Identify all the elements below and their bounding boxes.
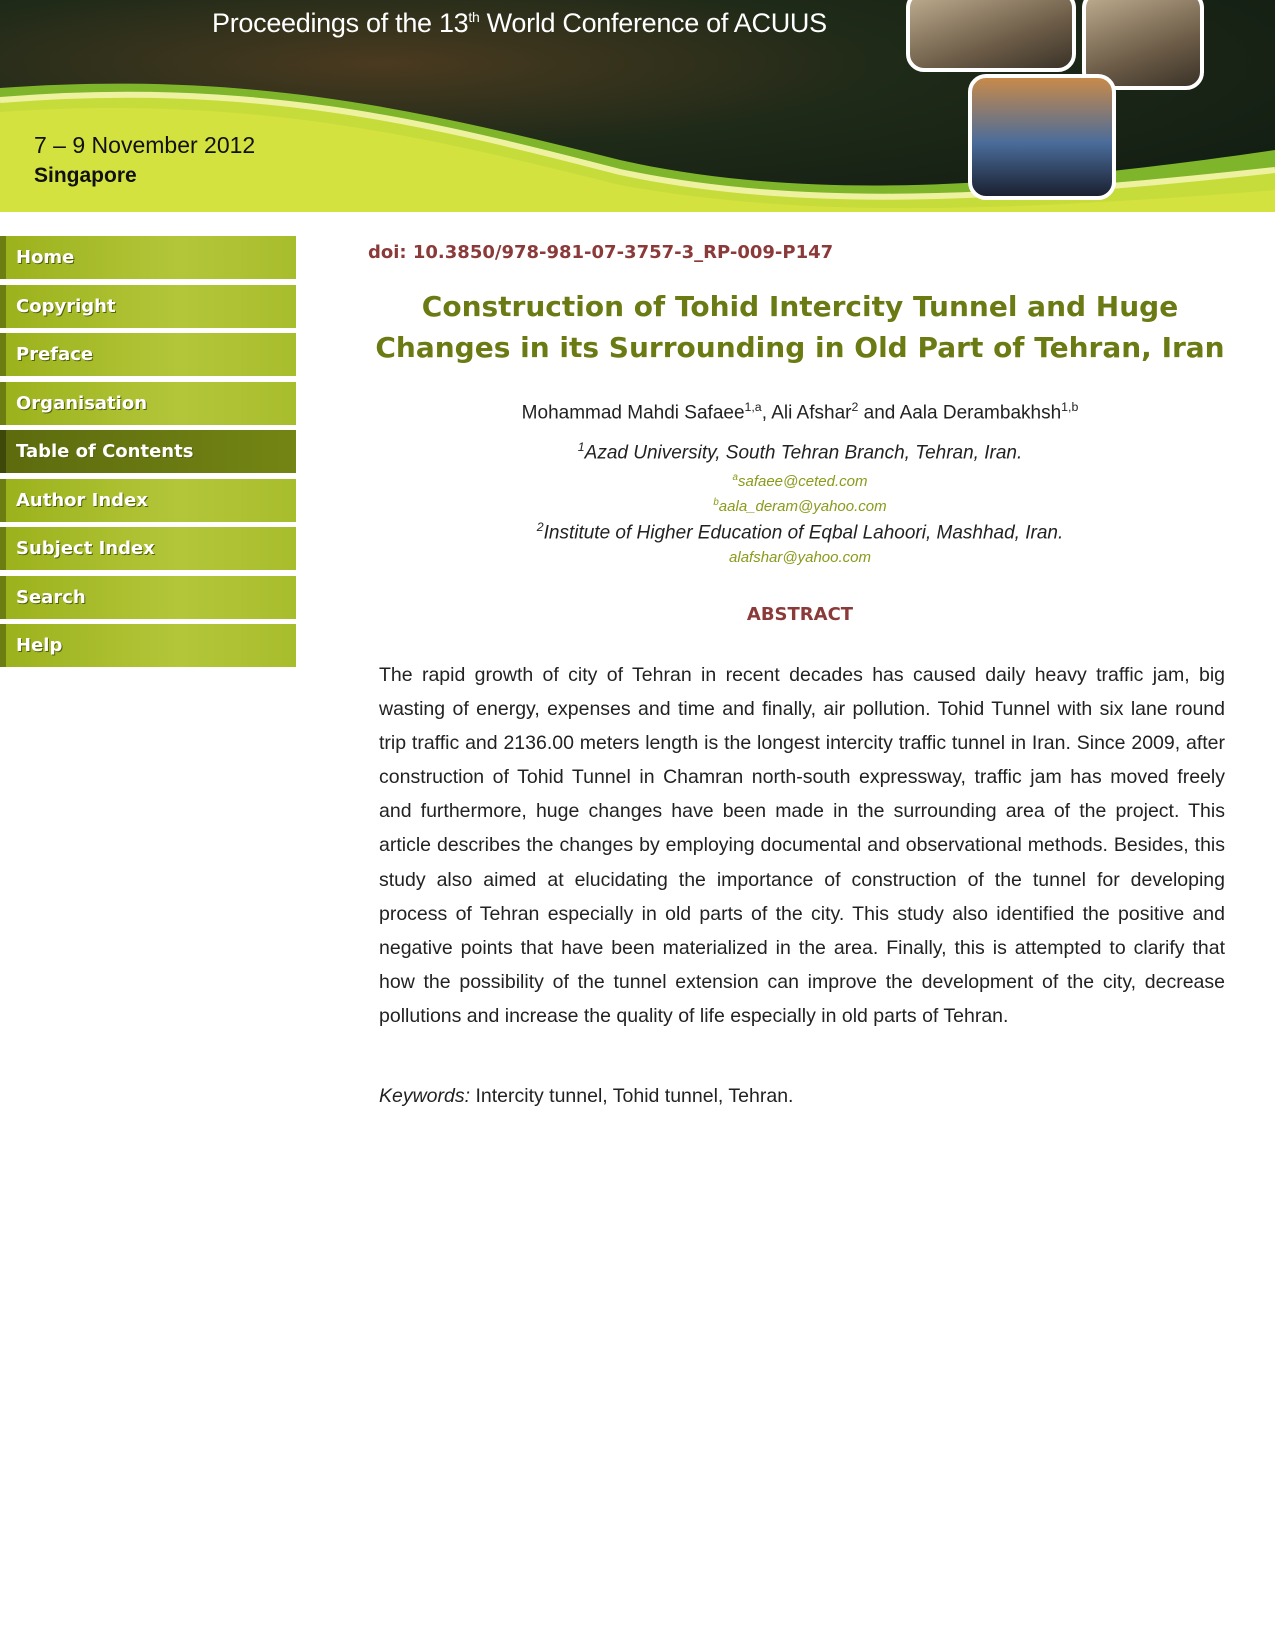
keywords: [379, 1085, 793, 1108]
author-sup: 1,a: [744, 400, 762, 414]
author-list: [350, 400, 1250, 424]
paper-title: Construction of Tohid Intercity Tunnel and Huge Changes in its Surrounding in Old Part of Tehran, Iran: [375, 290, 1225, 364]
email-c[interactable]: alafshar@yahoo.com: [729, 549, 871, 566]
author-sup: 1,b: [1061, 400, 1079, 414]
conference-banner: [0, 0, 1275, 212]
author: Ali Afshar: [771, 402, 852, 424]
affiliation-1: $^1$Azad University, South Tehran Branch, Tehran, Iran.: [577, 440, 1023, 464]
nav-copyright[interactable]: Copyright: [0, 285, 296, 328]
keywords-text: Intercity tunnel, Tohid tunnel, Tehran.: [470, 1085, 794, 1107]
doi: doi: 10.3850/978-981-07-3757-3_RP-009-P147: [368, 242, 834, 263]
sidebar-nav: [0, 236, 296, 673]
conference-title: Proceedings of the 13th World Conference of ACUUS: [212, 8, 827, 38]
keywords-label: Keywords:: [379, 1085, 471, 1107]
nav-organisation[interactable]: Organisation: [0, 382, 296, 425]
nav-home[interactable]: Home: [0, 236, 296, 279]
nav-preface[interactable]: Preface: [0, 333, 296, 376]
abstract-heading: ABSTRACT: [746, 604, 854, 625]
author: Aala Derambakhsh: [899, 402, 1062, 424]
email-a[interactable]: $^a$safaee@ceted.com: [732, 472, 868, 490]
author-sup: 2: [851, 400, 859, 414]
photo-hall: [968, 74, 1116, 200]
email-b[interactable]: $^b$aala_deram@yahoo.com: [713, 497, 887, 515]
affiliation-2: $^2$Institute of Higher Education of Eqbal Lahoori, Mashhad, Iran.: [536, 520, 1064, 544]
abstract-text: The rapid growth of city of Tehran in recent decades has caused daily heavy traffic jam, big wasting of energy, expenses and time and finally, air pollution. Tohid Tunnel with six lane round trip traffic and 2136.00 meters length is the longest intercity traffic tunnel in Iran. Since 2009, after construction of Tohid Tunnel in Chamran north-south expressway, traffic jam has moved freely and furthermore, huge changes have been made in the surrounding area of the project. This article describes the changes by employing documental and observational methods. Besides, this study also aimed at elucidating the importance of construction of the tunnel for developing process of Tehran especially in old parts of the city. This study also identified the positive and negative points that have been materialized in the area. Finally, this is attempted to clarify that how the possibility of the tunnel extension can improve the development of the city, decrease pollutions and increase the quality of life especially in old parts of Tehran.: [379, 664, 1225, 1027]
nav-subject-index[interactable]: Subject Index: [0, 527, 296, 570]
nav-table-of-contents[interactable]: Table of Contents: [0, 430, 296, 473]
nav-help[interactable]: Help: [0, 624, 296, 667]
separator: and: [858, 402, 900, 424]
conference-location: Singapore: [34, 164, 137, 187]
separator: ,: [761, 402, 772, 424]
photo-terminal: [906, 0, 1076, 72]
conference-date: 7 – 9 November 2012: [34, 132, 256, 158]
author: Mohammad Mahdi Safaee: [521, 402, 745, 424]
nav-search[interactable]: Search: [0, 576, 296, 619]
nav-author-index[interactable]: Author Index: [0, 479, 296, 522]
